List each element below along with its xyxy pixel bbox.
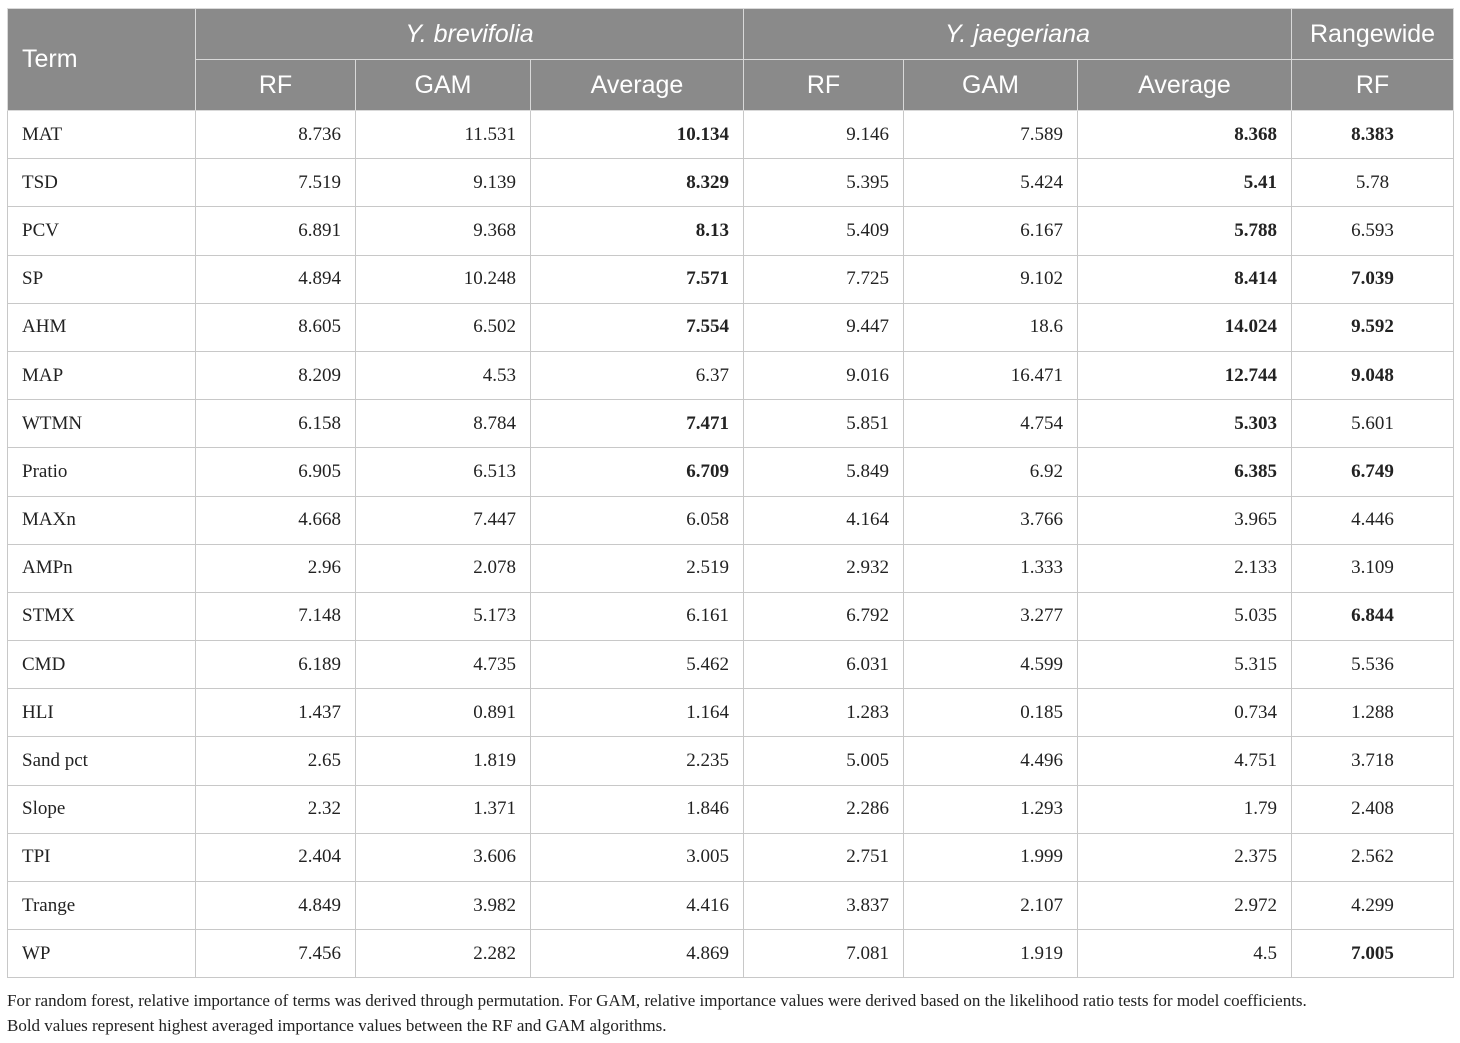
value-cell: 4.869 [531, 930, 744, 978]
value-cell: 5.424 [904, 159, 1078, 207]
subheader-cell: RF [744, 60, 904, 111]
value-cell: 2.932 [744, 544, 904, 592]
value-cell: 2.107 [904, 882, 1078, 930]
value-cell: 6.92 [904, 448, 1078, 496]
table-row [8, 592, 1454, 640]
table-header [8, 9, 1454, 111]
term-cell: WTMN [8, 400, 196, 448]
value-cell: 2.32 [196, 785, 356, 833]
value-cell: 7.519 [196, 159, 356, 207]
value-cell: 12.744 [1078, 351, 1292, 399]
table-row [8, 833, 1454, 881]
table-row [8, 111, 1454, 159]
value-cell: 2.972 [1078, 882, 1292, 930]
value-cell: 1.79 [1078, 785, 1292, 833]
value-cell: 6.167 [904, 207, 1078, 255]
value-cell: 8.13 [531, 207, 744, 255]
table-row [8, 255, 1454, 303]
table-row [8, 303, 1454, 351]
value-cell: 2.96 [196, 544, 356, 592]
importance-table-container [7, 8, 1453, 978]
value-cell: 6.844 [1292, 592, 1454, 640]
table-row [8, 496, 1454, 544]
subheader-cell: GAM [356, 60, 531, 111]
table-row [8, 737, 1454, 785]
value-cell: 7.554 [531, 303, 744, 351]
value-cell: 8.368 [1078, 111, 1292, 159]
value-cell: 1.846 [531, 785, 744, 833]
value-cell: 4.5 [1078, 930, 1292, 978]
term-cell: STMX [8, 592, 196, 640]
table-row [8, 785, 1454, 833]
value-cell: 9.102 [904, 255, 1078, 303]
term-cell: MAXn [8, 496, 196, 544]
value-cell: 4.754 [904, 400, 1078, 448]
value-cell: 5.395 [744, 159, 904, 207]
value-cell: 4.299 [1292, 882, 1454, 930]
value-cell: 3.766 [904, 496, 1078, 544]
value-cell: 6.749 [1292, 448, 1454, 496]
value-cell: 7.039 [1292, 255, 1454, 303]
header-group-jaegeriana: Y. jaegeriana [744, 9, 1292, 60]
term-cell: AMPn [8, 544, 196, 592]
value-cell: 4.599 [904, 641, 1078, 689]
value-cell: 1.371 [356, 785, 531, 833]
importance-table [7, 8, 1454, 978]
value-cell: 2.562 [1292, 833, 1454, 881]
value-cell: 6.385 [1078, 448, 1292, 496]
value-cell: 8.383 [1292, 111, 1454, 159]
value-cell: 1.999 [904, 833, 1078, 881]
value-cell: 4.735 [356, 641, 531, 689]
value-cell: 3.718 [1292, 737, 1454, 785]
subheader-cell: RF [1292, 60, 1454, 111]
value-cell: 6.031 [744, 641, 904, 689]
value-cell: 5.851 [744, 400, 904, 448]
table-row [8, 544, 1454, 592]
value-cell: 6.891 [196, 207, 356, 255]
value-cell: 9.146 [744, 111, 904, 159]
value-cell: 5.788 [1078, 207, 1292, 255]
value-cell: 1.293 [904, 785, 1078, 833]
value-cell: 4.53 [356, 351, 531, 399]
value-cell: 4.416 [531, 882, 744, 930]
value-cell: 5.78 [1292, 159, 1454, 207]
value-cell: 1.919 [904, 930, 1078, 978]
value-cell: 5.315 [1078, 641, 1292, 689]
header-term: Term [8, 9, 196, 111]
subheader-cell: GAM [904, 60, 1078, 111]
value-cell: 5.536 [1292, 641, 1454, 689]
value-cell: 2.751 [744, 833, 904, 881]
value-cell: 2.133 [1078, 544, 1292, 592]
value-cell: 9.139 [356, 159, 531, 207]
value-cell: 9.048 [1292, 351, 1454, 399]
value-cell: 1.164 [531, 689, 744, 737]
value-cell: 4.849 [196, 882, 356, 930]
value-cell: 6.502 [356, 303, 531, 351]
value-cell: 3.965 [1078, 496, 1292, 544]
value-cell: 6.593 [1292, 207, 1454, 255]
value-cell: 5.005 [744, 737, 904, 785]
value-cell: 2.408 [1292, 785, 1454, 833]
value-cell: 7.589 [904, 111, 1078, 159]
value-cell: 6.792 [744, 592, 904, 640]
table-body [8, 111, 1454, 978]
value-cell: 8.329 [531, 159, 744, 207]
subheader-cell: Average [531, 60, 744, 111]
value-cell: 2.282 [356, 930, 531, 978]
value-cell: 4.446 [1292, 496, 1454, 544]
table-row [8, 400, 1454, 448]
value-cell: 1.437 [196, 689, 356, 737]
value-cell: 2.286 [744, 785, 904, 833]
term-cell: MAT [8, 111, 196, 159]
header-group-rangewide: Rangewide [1292, 9, 1454, 60]
term-cell: SP [8, 255, 196, 303]
value-cell: 9.016 [744, 351, 904, 399]
value-cell: 3.837 [744, 882, 904, 930]
table-row [8, 159, 1454, 207]
value-cell: 6.513 [356, 448, 531, 496]
term-cell: Pratio [8, 448, 196, 496]
value-cell: 0.891 [356, 689, 531, 737]
value-cell: 9.447 [744, 303, 904, 351]
value-cell: 5.462 [531, 641, 744, 689]
value-cell: 4.164 [744, 496, 904, 544]
value-cell: 2.404 [196, 833, 356, 881]
header-group-brevifolia: Y. brevifolia [196, 9, 744, 60]
value-cell: 3.005 [531, 833, 744, 881]
value-cell: 4.751 [1078, 737, 1292, 785]
value-cell: 1.288 [1292, 689, 1454, 737]
value-cell: 5.409 [744, 207, 904, 255]
value-cell: 0.734 [1078, 689, 1292, 737]
value-cell: 2.078 [356, 544, 531, 592]
value-cell: 6.189 [196, 641, 356, 689]
value-cell: 6.161 [531, 592, 744, 640]
value-cell: 2.375 [1078, 833, 1292, 881]
table-footnote [7, 988, 1453, 1038]
value-cell: 7.571 [531, 255, 744, 303]
value-cell: 1.283 [744, 689, 904, 737]
value-cell: 9.368 [356, 207, 531, 255]
value-cell: 1.819 [356, 737, 531, 785]
value-cell: 10.248 [356, 255, 531, 303]
term-cell: WP [8, 930, 196, 978]
value-cell: 7.447 [356, 496, 531, 544]
term-cell: TSD [8, 159, 196, 207]
table-row [8, 930, 1454, 978]
value-cell: 4.894 [196, 255, 356, 303]
table-row [8, 689, 1454, 737]
value-cell: 3.277 [904, 592, 1078, 640]
value-cell: 6.709 [531, 448, 744, 496]
value-cell: 5.849 [744, 448, 904, 496]
subheader-cell: RF [196, 60, 356, 111]
term-cell: HLI [8, 689, 196, 737]
value-cell: 1.333 [904, 544, 1078, 592]
value-cell: 2.65 [196, 737, 356, 785]
value-cell: 7.081 [744, 930, 904, 978]
value-cell: 5.601 [1292, 400, 1454, 448]
value-cell: 2.235 [531, 737, 744, 785]
value-cell: 8.414 [1078, 255, 1292, 303]
subheader-cell: Average [1078, 60, 1292, 111]
table-row [8, 641, 1454, 689]
term-cell: Trange [8, 882, 196, 930]
value-cell: 3.606 [356, 833, 531, 881]
value-cell: 4.496 [904, 737, 1078, 785]
value-cell: 2.519 [531, 544, 744, 592]
term-cell: Slope [8, 785, 196, 833]
value-cell: 7.471 [531, 400, 744, 448]
value-cell: 7.005 [1292, 930, 1454, 978]
value-cell: 11.531 [356, 111, 531, 159]
value-cell: 5.035 [1078, 592, 1292, 640]
value-cell: 9.592 [1292, 303, 1454, 351]
term-cell: TPI [8, 833, 196, 881]
value-cell: 6.158 [196, 400, 356, 448]
value-cell: 5.173 [356, 592, 531, 640]
footnote-line-2: Bold values represent highest averaged importance values between the RF and GAM algorithms. [7, 1016, 667, 1035]
table-row [8, 448, 1454, 496]
footnote-line-1: For random forest, relative importance of terms was derived through permutation. For GAM, relative importance values were derived based on the likelihood ratio tests for model coefficients. [7, 991, 1307, 1010]
value-cell: 14.024 [1078, 303, 1292, 351]
value-cell: 8.736 [196, 111, 356, 159]
value-cell: 7.725 [744, 255, 904, 303]
value-cell: 7.456 [196, 930, 356, 978]
value-cell: 8.209 [196, 351, 356, 399]
term-cell: AHM [8, 303, 196, 351]
value-cell: 3.109 [1292, 544, 1454, 592]
term-cell: PCV [8, 207, 196, 255]
value-cell: 6.37 [531, 351, 744, 399]
value-cell: 4.668 [196, 496, 356, 544]
value-cell: 18.6 [904, 303, 1078, 351]
value-cell: 7.148 [196, 592, 356, 640]
value-cell: 5.41 [1078, 159, 1292, 207]
value-cell: 3.982 [356, 882, 531, 930]
value-cell: 8.605 [196, 303, 356, 351]
value-cell: 5.303 [1078, 400, 1292, 448]
value-cell: 0.185 [904, 689, 1078, 737]
value-cell: 10.134 [531, 111, 744, 159]
term-cell: CMD [8, 641, 196, 689]
value-cell: 16.471 [904, 351, 1078, 399]
value-cell: 8.784 [356, 400, 531, 448]
term-cell: MAP [8, 351, 196, 399]
term-cell: Sand pct [8, 737, 196, 785]
table-row [8, 207, 1454, 255]
table-row [8, 351, 1454, 399]
value-cell: 6.058 [531, 496, 744, 544]
value-cell: 6.905 [196, 448, 356, 496]
table-row [8, 882, 1454, 930]
